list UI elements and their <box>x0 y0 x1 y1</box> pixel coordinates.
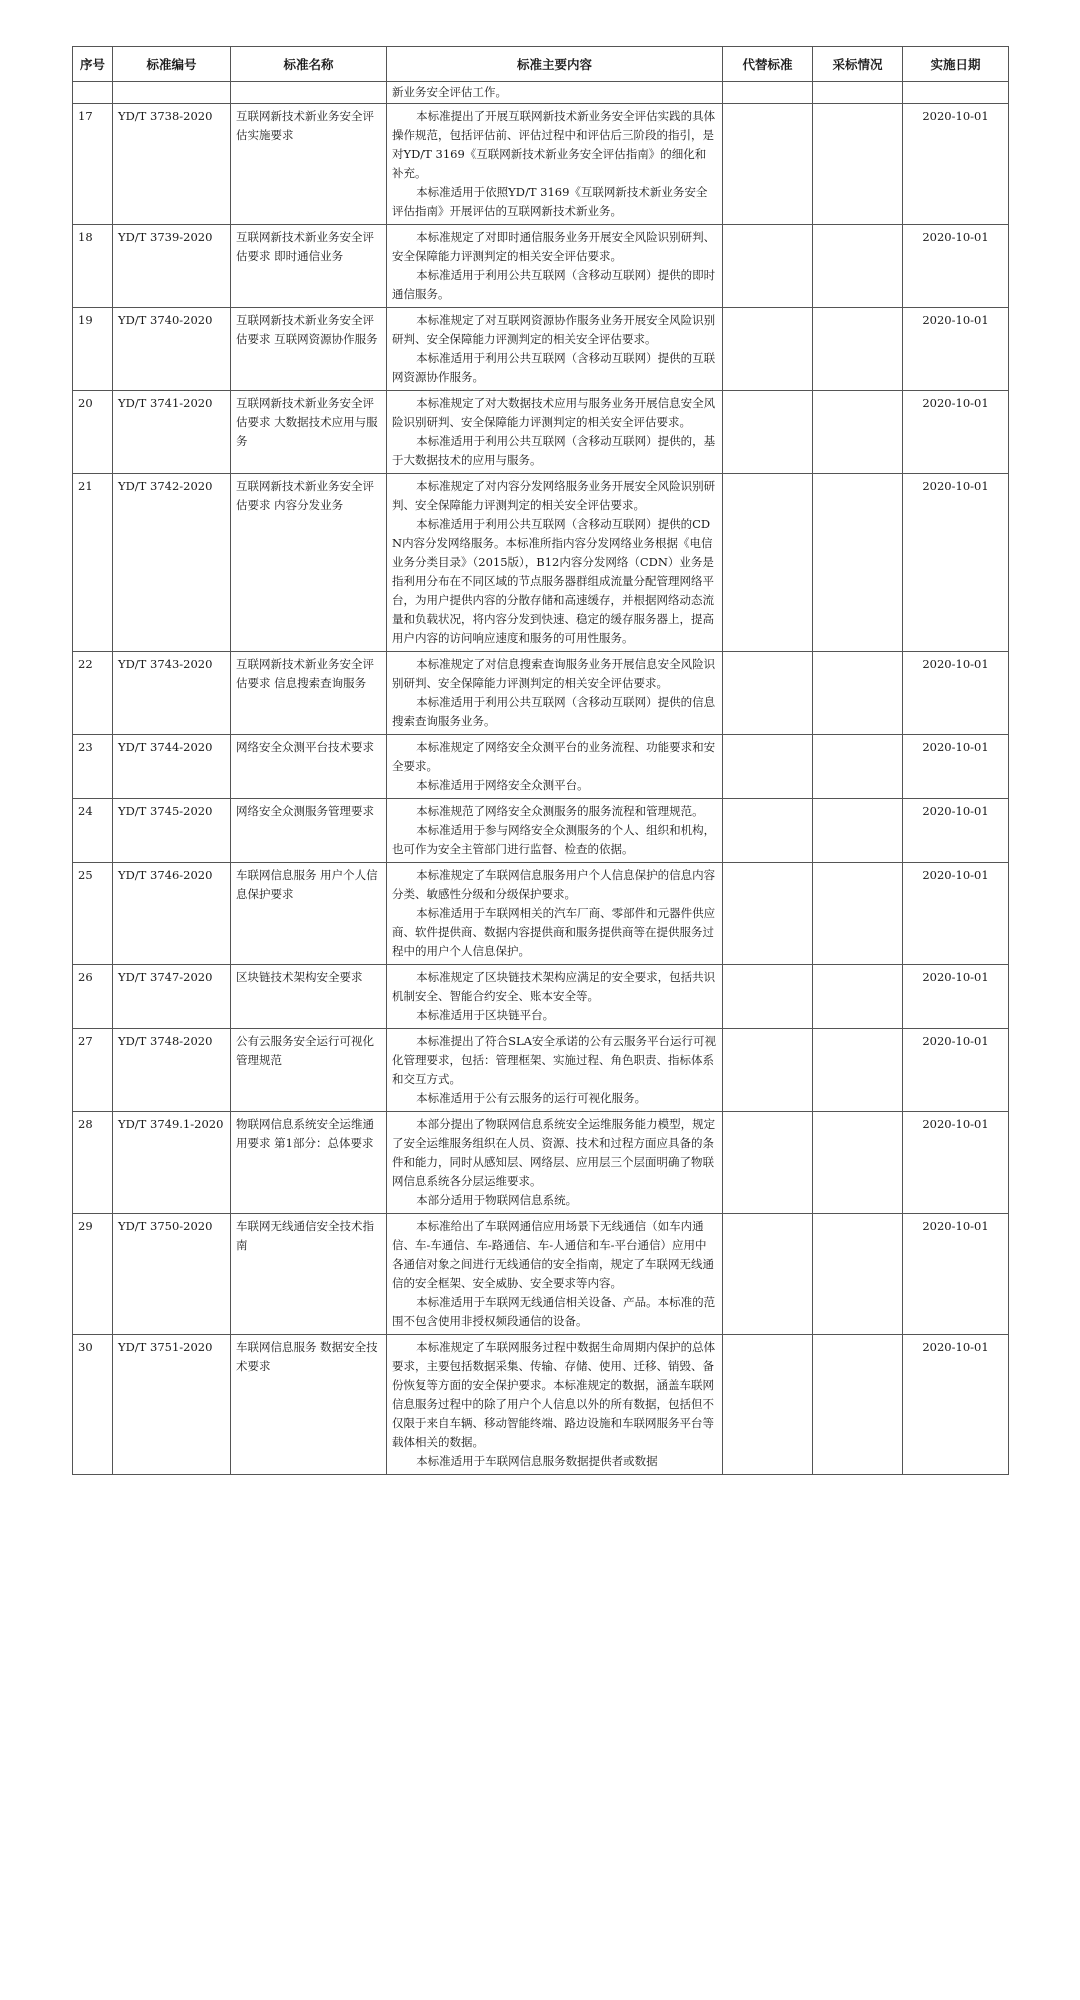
content-paragraph: 本标准提出了开展互联网新技术新业务安全评估实践的具体操作规范，包括评估前、评估过程中和评估后三阶段的指引，是对YD/T 3169《互联网新技术新业务安全评估指南》的细化和补充。 <box>392 109 716 180</box>
standard-name: 互联网新技术新业务安全评估要求 内容分发业务 <box>231 474 387 652</box>
replaced-standard <box>723 652 813 735</box>
adoption-status <box>813 652 903 735</box>
content-paragraph: 本标准规定了对大数据技术应用与服务业务开展信息安全风险识别研判、安全保障能力评测判定的相关安全评估要求。 <box>392 396 716 429</box>
effective-date: 2020-10-01 <box>903 308 1009 391</box>
row-number: 23 <box>73 735 113 799</box>
content-paragraph: 本标准适用于车联网信息服务数据提供者或数据 <box>416 1454 658 1468</box>
header-name: 标准名称 <box>231 47 387 82</box>
standard-code: YD/T 3738-2020 <box>113 104 231 225</box>
content-paragraph: 本标准规定了区块链技术架构应满足的安全要求，包括共识机制安全、智能合约安全、账本安全等。 <box>392 970 716 1003</box>
adoption-status <box>813 474 903 652</box>
effective-date: 2020-10-01 <box>903 474 1009 652</box>
content-paragraph: 本部分适用于物联网信息系统。 <box>416 1193 578 1207</box>
standard-name: 网络安全众测平台技术要求 <box>231 735 387 799</box>
content-paragraph: 本标准规范了网络安全众测服务的服务流程和管理规范。 <box>416 804 704 818</box>
table-row <box>73 391 1009 474</box>
adoption-status <box>813 1112 903 1214</box>
content-paragraph: 本标准适用于参与网络安全众测服务的个人、组织和机构，也可作为安全主管部门进行监督、检查的依据。 <box>392 823 716 856</box>
table-row <box>73 735 1009 799</box>
adoption-status <box>813 391 903 474</box>
content-paragraph: 本标准规定了对信息搜索查询服务业务开展信息安全风险识别研判、安全保障能力评测判定的相关安全评估要求。 <box>392 657 716 690</box>
content-paragraph: 本标准规定了网络安全众测平台的业务流程、功能要求和安全要求。 <box>392 740 716 773</box>
header-no: 序号 <box>73 47 113 82</box>
effective-date: 2020-10-01 <box>903 1335 1009 1475</box>
header-date: 实施日期 <box>903 47 1009 82</box>
standard-code: YD/T 3742-2020 <box>113 474 231 652</box>
standard-code: YD/T 3747-2020 <box>113 965 231 1029</box>
effective-date: 2020-10-01 <box>903 1029 1009 1112</box>
row-number: 21 <box>73 474 113 652</box>
standard-code: YD/T 3743-2020 <box>113 652 231 735</box>
adoption-status <box>813 308 903 391</box>
replaced-standard <box>723 225 813 308</box>
row-number: 25 <box>73 863 113 965</box>
standard-code: YD/T 3749.1-2020 <box>113 1112 231 1214</box>
standard-content <box>387 863 723 965</box>
standard-content <box>387 1112 723 1214</box>
replaced-standard <box>723 1214 813 1335</box>
content-paragraph: 本标准适用于网络安全众测平台。 <box>416 778 589 792</box>
replaced-standard <box>723 799 813 863</box>
standard-content <box>387 474 723 652</box>
header-replace: 代替标准 <box>723 47 813 82</box>
content-paragraph: 本标准适用于车联网相关的汽车厂商、零部件和元器件供应商、软件提供商、数据内容提供商和服务提供商等在提供服务过程中的用户个人信息保护。 <box>392 906 716 958</box>
table-row <box>73 308 1009 391</box>
standard-name: 车联网信息服务 数据安全技术要求 <box>231 1335 387 1475</box>
replaced-standard <box>723 391 813 474</box>
standard-name: 互联网新技术新业务安全评估要求 大数据技术应用与服务 <box>231 391 387 474</box>
standard-code: YD/T 3740-2020 <box>113 308 231 391</box>
table-header <box>73 47 1009 82</box>
table-row <box>73 799 1009 863</box>
content-paragraph: 本标准适用于利用公共互联网（含移动互联网）提供的CDN内容分发网络服务。本标准所指内容分发网络业务根据《电信业务分类目录》（2015版），B12内容分发网络（CDN）业务是指利用分布在不同区域的节点服务器群组成流量分配管理网络平台，为用户提供内容的分散存储和高速缓存，并根据网络动态流量和负载状况，将内容分发到快速、稳定的缓存服务器上，提高用户内容的访问响应速度和服务的可用性服务。 <box>392 517 714 645</box>
row-number: 19 <box>73 308 113 391</box>
table-row <box>73 863 1009 965</box>
table-row <box>73 1335 1009 1475</box>
content-paragraph: 本标准适用于利用公共互联网（含移动互联网）提供的，基于大数据技术的应用与服务。 <box>392 434 716 467</box>
content-paragraph: 本标准适用于利用公共互联网（含移动互联网）提供的信息搜索查询服务业务。 <box>392 695 716 728</box>
table-row <box>73 474 1009 652</box>
content-paragraph: 本标准适用于利用公共互联网（含移动互联网）提供的即时通信服务。 <box>392 268 716 301</box>
standard-name: 互联网新技术新业务安全评估要求 即时通信业务 <box>231 225 387 308</box>
content-paragraph: 本标准适用于公有云服务的运行可视化服务。 <box>416 1091 647 1105</box>
replaced-standard <box>723 1112 813 1214</box>
standard-name: 公有云服务安全运行可视化管理规范 <box>231 1029 387 1112</box>
standard-content <box>387 965 723 1029</box>
standard-code: YD/T 3750-2020 <box>113 1214 231 1335</box>
replaced-standard <box>723 1029 813 1112</box>
effective-date: 2020-10-01 <box>903 225 1009 308</box>
standard-name: 车联网信息服务 用户个人信息保护要求 <box>231 863 387 965</box>
content-paragraph: 本标准规定了车联网服务过程中数据生命周期内保护的总体要求，主要包括数据采集、传输、存储、使用、迁移、销毁、备份恢复等方面的安全保护要求。本标准规定的数据，涵盖车联网信息服务过程中的除了用户个人信息以外的所有数据，包括但不仅限于来自车辆、移动智能终端、路边设施和车联网服务平台等载体相关的数据。 <box>392 1340 716 1449</box>
adoption-status <box>813 965 903 1029</box>
standard-name: 互联网新技术新业务安全评估要求 互联网资源协作服务 <box>231 308 387 391</box>
table-row <box>73 1214 1009 1335</box>
standard-content <box>387 652 723 735</box>
replaced-standard <box>723 863 813 965</box>
replaced-standard <box>723 1335 813 1475</box>
table-row <box>73 652 1009 735</box>
replaced-standard <box>723 735 813 799</box>
adoption-status <box>813 863 903 965</box>
continuation-text: 新业务安全评估工作。 <box>387 82 723 104</box>
adoption-status <box>813 735 903 799</box>
effective-date: 2020-10-01 <box>903 1112 1009 1214</box>
standard-name: 区块链技术架构安全要求 <box>231 965 387 1029</box>
row-number: 29 <box>73 1214 113 1335</box>
standard-code: YD/T 3748-2020 <box>113 1029 231 1112</box>
content-paragraph: 本标准规定了对即时通信服务业务开展安全风险识别研判、安全保障能力评测判定的相关安全评估要求。 <box>392 230 716 263</box>
replaced-standard <box>723 104 813 225</box>
standard-code: YD/T 3751-2020 <box>113 1335 231 1475</box>
standard-content <box>387 735 723 799</box>
standard-content <box>387 104 723 225</box>
content-paragraph: 本标准规定了对内容分发网络服务业务开展安全风险识别研判、安全保障能力评测判定的相关安全评估要求。 <box>392 479 716 512</box>
content-paragraph: 本标准适用于依照YD/T 3169《互联网新技术新业务安全评估指南》开展评估的互联网新技术新业务。 <box>392 185 708 218</box>
row-number: 27 <box>73 1029 113 1112</box>
row-number: 30 <box>73 1335 113 1475</box>
standard-code: YD/T 3746-2020 <box>113 863 231 965</box>
content-paragraph: 本部分提出了物联网信息系统安全运维服务能力模型，规定了安全运维服务组织在人员、资源、技术和过程方面应具备的条件和能力，同时从感知层、网络层、应用层三个层面明确了物联网信息系统各分层运维要求。 <box>392 1117 716 1188</box>
standard-content <box>387 391 723 474</box>
content-paragraph: 本标准规定了对互联网资源协作服务业务开展安全风险识别研判、安全保障能力评测判定的相关安全评估要求。 <box>392 313 716 346</box>
content-paragraph: 本标准规定了车联网信息服务用户个人信息保护的信息内容分类、敏感性分级和分级保护要求。 <box>392 868 716 901</box>
standard-code: YD/T 3745-2020 <box>113 799 231 863</box>
standard-content <box>387 308 723 391</box>
replaced-standard <box>723 308 813 391</box>
table-row <box>73 1112 1009 1214</box>
standard-content <box>387 1029 723 1112</box>
replaced-standard <box>723 474 813 652</box>
effective-date: 2020-10-01 <box>903 652 1009 735</box>
standard-name: 网络安全众测服务管理要求 <box>231 799 387 863</box>
content-paragraph: 本标准适用于利用公共互联网（含移动互联网）提供的互联网资源协作服务。 <box>392 351 716 384</box>
row-number: 22 <box>73 652 113 735</box>
effective-date: 2020-10-01 <box>903 1214 1009 1335</box>
content-paragraph: 本标准给出了车联网通信应用场景下无线通信（如车内通信、车-车通信、车-路通信、车-人通信和车-平台通信）应用中各通信对象之间进行无线通信的安全指南，规定了车联网无线通信的安全框架、安全威胁、安全要求等内容。 <box>392 1219 714 1290</box>
standard-content <box>387 225 723 308</box>
adoption-status <box>813 104 903 225</box>
standard-name: 互联网新技术新业务安全评估要求 信息搜索查询服务 <box>231 652 387 735</box>
standard-code: YD/T 3741-2020 <box>113 391 231 474</box>
standard-name: 物联网信息系统安全运维通用要求 第1部分：总体要求 <box>231 1112 387 1214</box>
effective-date: 2020-10-01 <box>903 735 1009 799</box>
effective-date: 2020-10-01 <box>903 799 1009 863</box>
effective-date: 2020-10-01 <box>903 863 1009 965</box>
row-number: 26 <box>73 965 113 1029</box>
effective-date: 2020-10-01 <box>903 391 1009 474</box>
adoption-status <box>813 1335 903 1475</box>
standard-code: YD/T 3744-2020 <box>113 735 231 799</box>
table-row <box>73 965 1009 1029</box>
standards-table <box>72 46 1009 1475</box>
standard-name: 互联网新技术新业务安全评估实施要求 <box>231 104 387 225</box>
row-number: 24 <box>73 799 113 863</box>
effective-date: 2020-10-01 <box>903 104 1009 225</box>
adoption-status <box>813 225 903 308</box>
header-content: 标准主要内容 <box>387 47 723 82</box>
table-body <box>73 82 1009 1475</box>
effective-date: 2020-10-01 <box>903 965 1009 1029</box>
standard-content <box>387 799 723 863</box>
adoption-status <box>813 1029 903 1112</box>
standard-name: 车联网无线通信安全技术指南 <box>231 1214 387 1335</box>
content-paragraph: 本标准适用于区块链平台。 <box>416 1008 555 1022</box>
replaced-standard <box>723 965 813 1029</box>
standard-content <box>387 1214 723 1335</box>
row-number: 17 <box>73 104 113 225</box>
standard-content <box>387 1335 723 1475</box>
table-row <box>73 104 1009 225</box>
row-number: 18 <box>73 225 113 308</box>
adoption-status <box>813 1214 903 1335</box>
table-row <box>73 1029 1009 1112</box>
content-paragraph: 本标准适用于车联网无线通信相关设备、产品。本标准的范围不包含使用非授权频段通信的设备。 <box>392 1295 716 1328</box>
header-code: 标准编号 <box>113 47 231 82</box>
row-number: 28 <box>73 1112 113 1214</box>
adoption-status <box>813 799 903 863</box>
table-row <box>73 225 1009 308</box>
header-adopt: 采标情况 <box>813 47 903 82</box>
continuation-row <box>73 82 1009 104</box>
standard-code: YD/T 3739-2020 <box>113 225 231 308</box>
content-paragraph: 本标准提出了符合SLA安全承诺的公有云服务平台运行可视化管理要求，包括：管理框架、实施过程、角色职责、指标体系和交互方式。 <box>392 1034 716 1086</box>
row-number: 20 <box>73 391 113 474</box>
